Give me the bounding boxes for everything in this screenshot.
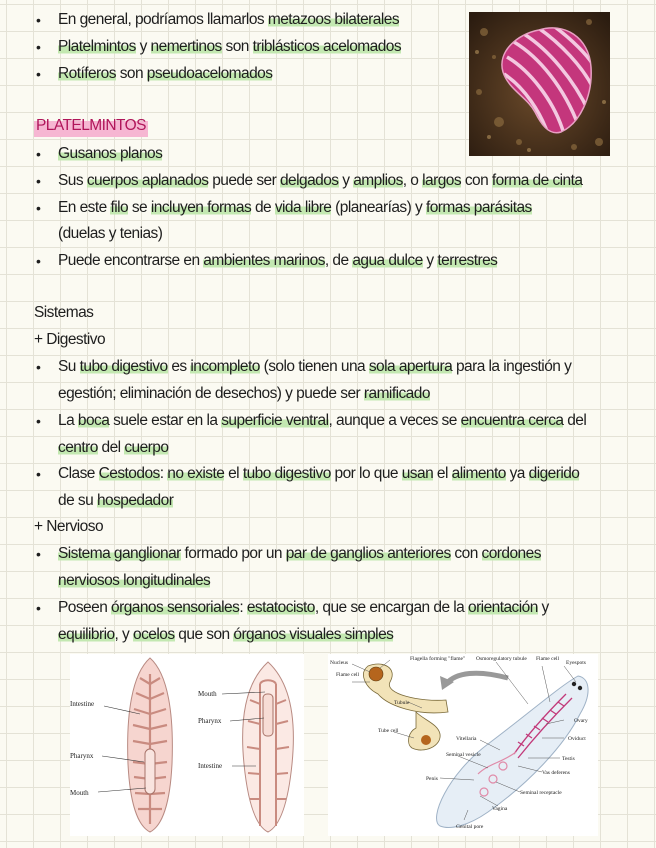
rich-text bbox=[58, 61, 272, 87]
highlighted-text: Cestodos bbox=[98, 465, 160, 482]
highlighted-text: órganos visuales simples bbox=[233, 626, 394, 643]
highlighted-text: cuerpo bbox=[124, 439, 169, 456]
diagram-label: Genital pore bbox=[456, 824, 484, 830]
text-segment: que son bbox=[174, 626, 234, 643]
diagram-label: Intestine bbox=[198, 762, 223, 770]
diagram-label: Oviduct bbox=[568, 736, 586, 742]
rich-text bbox=[58, 461, 579, 487]
text-segment: y bbox=[338, 172, 354, 189]
highlighted-text: orientación bbox=[468, 599, 538, 616]
highlighted-text: incompleto bbox=[190, 358, 260, 375]
highlighted-text: metazoos bilaterales bbox=[267, 11, 400, 28]
text-segment: y bbox=[422, 252, 438, 269]
rich-text bbox=[58, 595, 549, 621]
highlighted-text: amplios bbox=[353, 172, 403, 189]
text-segment: (solo tienen una bbox=[259, 358, 369, 375]
rich-text bbox=[58, 141, 162, 167]
highlighted-text: triblásticos acelomados bbox=[252, 38, 402, 55]
highlighted-text: órganos sensoriales bbox=[111, 599, 240, 616]
highlighted-text: sola apertura bbox=[368, 358, 453, 375]
diagram-label: Flame cell bbox=[536, 656, 560, 662]
diagram-label: Seminal vesicle bbox=[446, 752, 481, 758]
rich-text bbox=[58, 408, 586, 434]
text-segment: formado por un bbox=[180, 545, 286, 562]
text-segment: , aunque a veces se bbox=[328, 412, 461, 429]
highlighted-text: Sistema ganglionar bbox=[58, 545, 181, 562]
highlighted-text: boca bbox=[77, 412, 110, 429]
rich-text bbox=[58, 248, 497, 274]
diagram-label: Seminal receptacle bbox=[520, 790, 562, 796]
text-segment: , y bbox=[114, 626, 134, 643]
diagram-label: Penis bbox=[426, 776, 438, 782]
flatworm-digestive-diagram bbox=[70, 654, 304, 836]
text-segment: de bbox=[251, 199, 275, 216]
highlighted-text: nerviosos longitudinales bbox=[58, 572, 211, 589]
text-segment: Clase bbox=[58, 465, 99, 482]
diagram-label: Ovary bbox=[574, 718, 588, 724]
highlighted-text: Platelmintos bbox=[58, 38, 136, 55]
text-segment: Sus bbox=[58, 172, 87, 189]
diagram-label: Tubule bbox=[394, 700, 410, 706]
rich-text bbox=[58, 568, 210, 594]
highlighted-text: par de ganglios anteriores bbox=[285, 545, 451, 562]
diagram-label: Vas deferens bbox=[542, 770, 570, 776]
highlighted-text: tubo digestivo bbox=[79, 358, 168, 375]
rich-text bbox=[58, 381, 430, 407]
text-segment: del bbox=[97, 439, 125, 456]
highlighted-text: nemertinos bbox=[150, 38, 222, 55]
flatworm-photo bbox=[469, 12, 610, 156]
highlighted-text: Rotíferos bbox=[58, 65, 116, 82]
highlighted-text: estatocisto bbox=[246, 599, 315, 616]
diagram-label: Vagina bbox=[492, 806, 508, 812]
highlighted-text: forma de cinta bbox=[491, 172, 583, 189]
rich-text bbox=[58, 168, 582, 194]
highlighted-text: digerido bbox=[528, 465, 580, 482]
text-segment: y bbox=[537, 599, 549, 616]
text-segment: con bbox=[450, 545, 482, 562]
highlighted-text: ambientes marinos bbox=[203, 252, 325, 269]
highlighted-text: ramificado bbox=[363, 385, 430, 402]
text-segment: y bbox=[135, 38, 151, 55]
text-segment: La bbox=[58, 412, 78, 429]
sistemas-title: Sistemas bbox=[34, 304, 94, 321]
text-segment: Puede encontrarse en bbox=[58, 252, 204, 269]
text-segment: es bbox=[167, 358, 191, 375]
diagram-label: Mouth bbox=[198, 690, 217, 698]
text-segment: Poseen bbox=[58, 599, 112, 616]
rich-text bbox=[58, 622, 393, 648]
diagram-label: Intestine bbox=[70, 700, 95, 708]
rich-text bbox=[58, 221, 162, 247]
rich-text bbox=[58, 541, 541, 567]
text-segment: puede ser bbox=[208, 172, 280, 189]
rich-text bbox=[58, 488, 173, 514]
highlighted-text: usan bbox=[401, 465, 434, 482]
text-segment: , de bbox=[324, 252, 353, 269]
diagram-label: Testis bbox=[562, 756, 575, 762]
section-heading: PLATELMINTOS bbox=[34, 113, 148, 139]
text-segment: (duelas y tenias) bbox=[58, 225, 163, 242]
text-segment: : bbox=[159, 465, 168, 482]
text-segment: , que se encargan de la bbox=[314, 599, 468, 616]
diagram-label: Vitellaria bbox=[456, 736, 477, 742]
text-segment: del bbox=[563, 412, 587, 429]
highlighted-text: superficie ventral bbox=[221, 412, 329, 429]
highlighted-text: delgados bbox=[279, 172, 339, 189]
highlighted-text: encuentra cerca bbox=[460, 412, 564, 429]
text-segment: , o bbox=[402, 172, 423, 189]
text-segment: para la ingestión y bbox=[452, 358, 572, 375]
rich-text bbox=[58, 435, 168, 461]
text-segment: suele estar en la bbox=[109, 412, 222, 429]
text-segment: se bbox=[128, 199, 151, 216]
diagram-label: Osmoregulatory tubule bbox=[476, 656, 527, 662]
diagram-label: Mouth bbox=[70, 789, 89, 797]
rich-text bbox=[58, 7, 399, 33]
highlighted-text: equilibrio bbox=[58, 626, 115, 643]
highlighted-text: cordones bbox=[481, 545, 541, 562]
highlighted-text: terrestres bbox=[437, 252, 498, 269]
flatworm-anatomy-diagram bbox=[328, 654, 598, 836]
digestivo-title: + Digestivo bbox=[34, 331, 106, 348]
diagram-label: Flame cell bbox=[336, 672, 360, 678]
highlighted-text: formas parásitas bbox=[425, 199, 532, 216]
text-segment: son bbox=[221, 38, 253, 55]
text-segment: : bbox=[239, 599, 247, 616]
text-segment: ya bbox=[505, 465, 529, 482]
highlighted-text: alimento bbox=[451, 465, 506, 482]
text-segment: son bbox=[115, 65, 147, 82]
diagram-label: Eyespots bbox=[566, 660, 586, 666]
diagram-label: Pharynx bbox=[198, 717, 222, 725]
highlighted-text: tubo digestivo bbox=[242, 465, 331, 482]
text-segment: de su bbox=[58, 492, 97, 509]
highlighted-text: largos bbox=[422, 172, 462, 189]
highlighted-text: centro bbox=[58, 439, 98, 456]
highlighted-text: hospedador bbox=[96, 492, 174, 509]
highlighted-text: vida libre bbox=[274, 199, 332, 216]
text-segment: el bbox=[224, 465, 243, 482]
rich-text bbox=[58, 34, 401, 60]
rich-text bbox=[58, 354, 571, 380]
diagram-label: Nucleus bbox=[330, 660, 349, 666]
highlighted-text: cuerpos aplanados bbox=[86, 172, 209, 189]
highlighted-text: Gusanos planos bbox=[58, 145, 163, 162]
diagram-label: Tube cell bbox=[378, 728, 399, 734]
text-segment: con bbox=[461, 172, 492, 189]
diagram-label: Flagella forming "flame" bbox=[410, 656, 466, 662]
text-segment: egestión; eliminación de desechos) y puede ser bbox=[58, 385, 364, 402]
highlighted-text: pseudoacelomados bbox=[146, 65, 273, 82]
highlighted-text: agua dulce bbox=[352, 252, 423, 269]
nervioso-title: + Nervioso bbox=[34, 518, 104, 535]
highlighted-text: filo bbox=[110, 199, 129, 216]
text-segment: por lo que bbox=[330, 465, 402, 482]
text-segment: En este bbox=[58, 199, 111, 216]
highlighted-text: no existe bbox=[167, 465, 225, 482]
diagram-label: Pharynx bbox=[70, 752, 94, 760]
text-segment: (planearías) y bbox=[331, 199, 426, 216]
highlighted-text: incluyen formas bbox=[150, 199, 252, 216]
text-segment: el bbox=[433, 465, 452, 482]
rich-text bbox=[58, 195, 532, 221]
highlighted-text: ocelos bbox=[133, 626, 175, 643]
text-segment: En general, podríamos llamarlos bbox=[58, 11, 268, 28]
text-segment: Su bbox=[58, 358, 80, 375]
